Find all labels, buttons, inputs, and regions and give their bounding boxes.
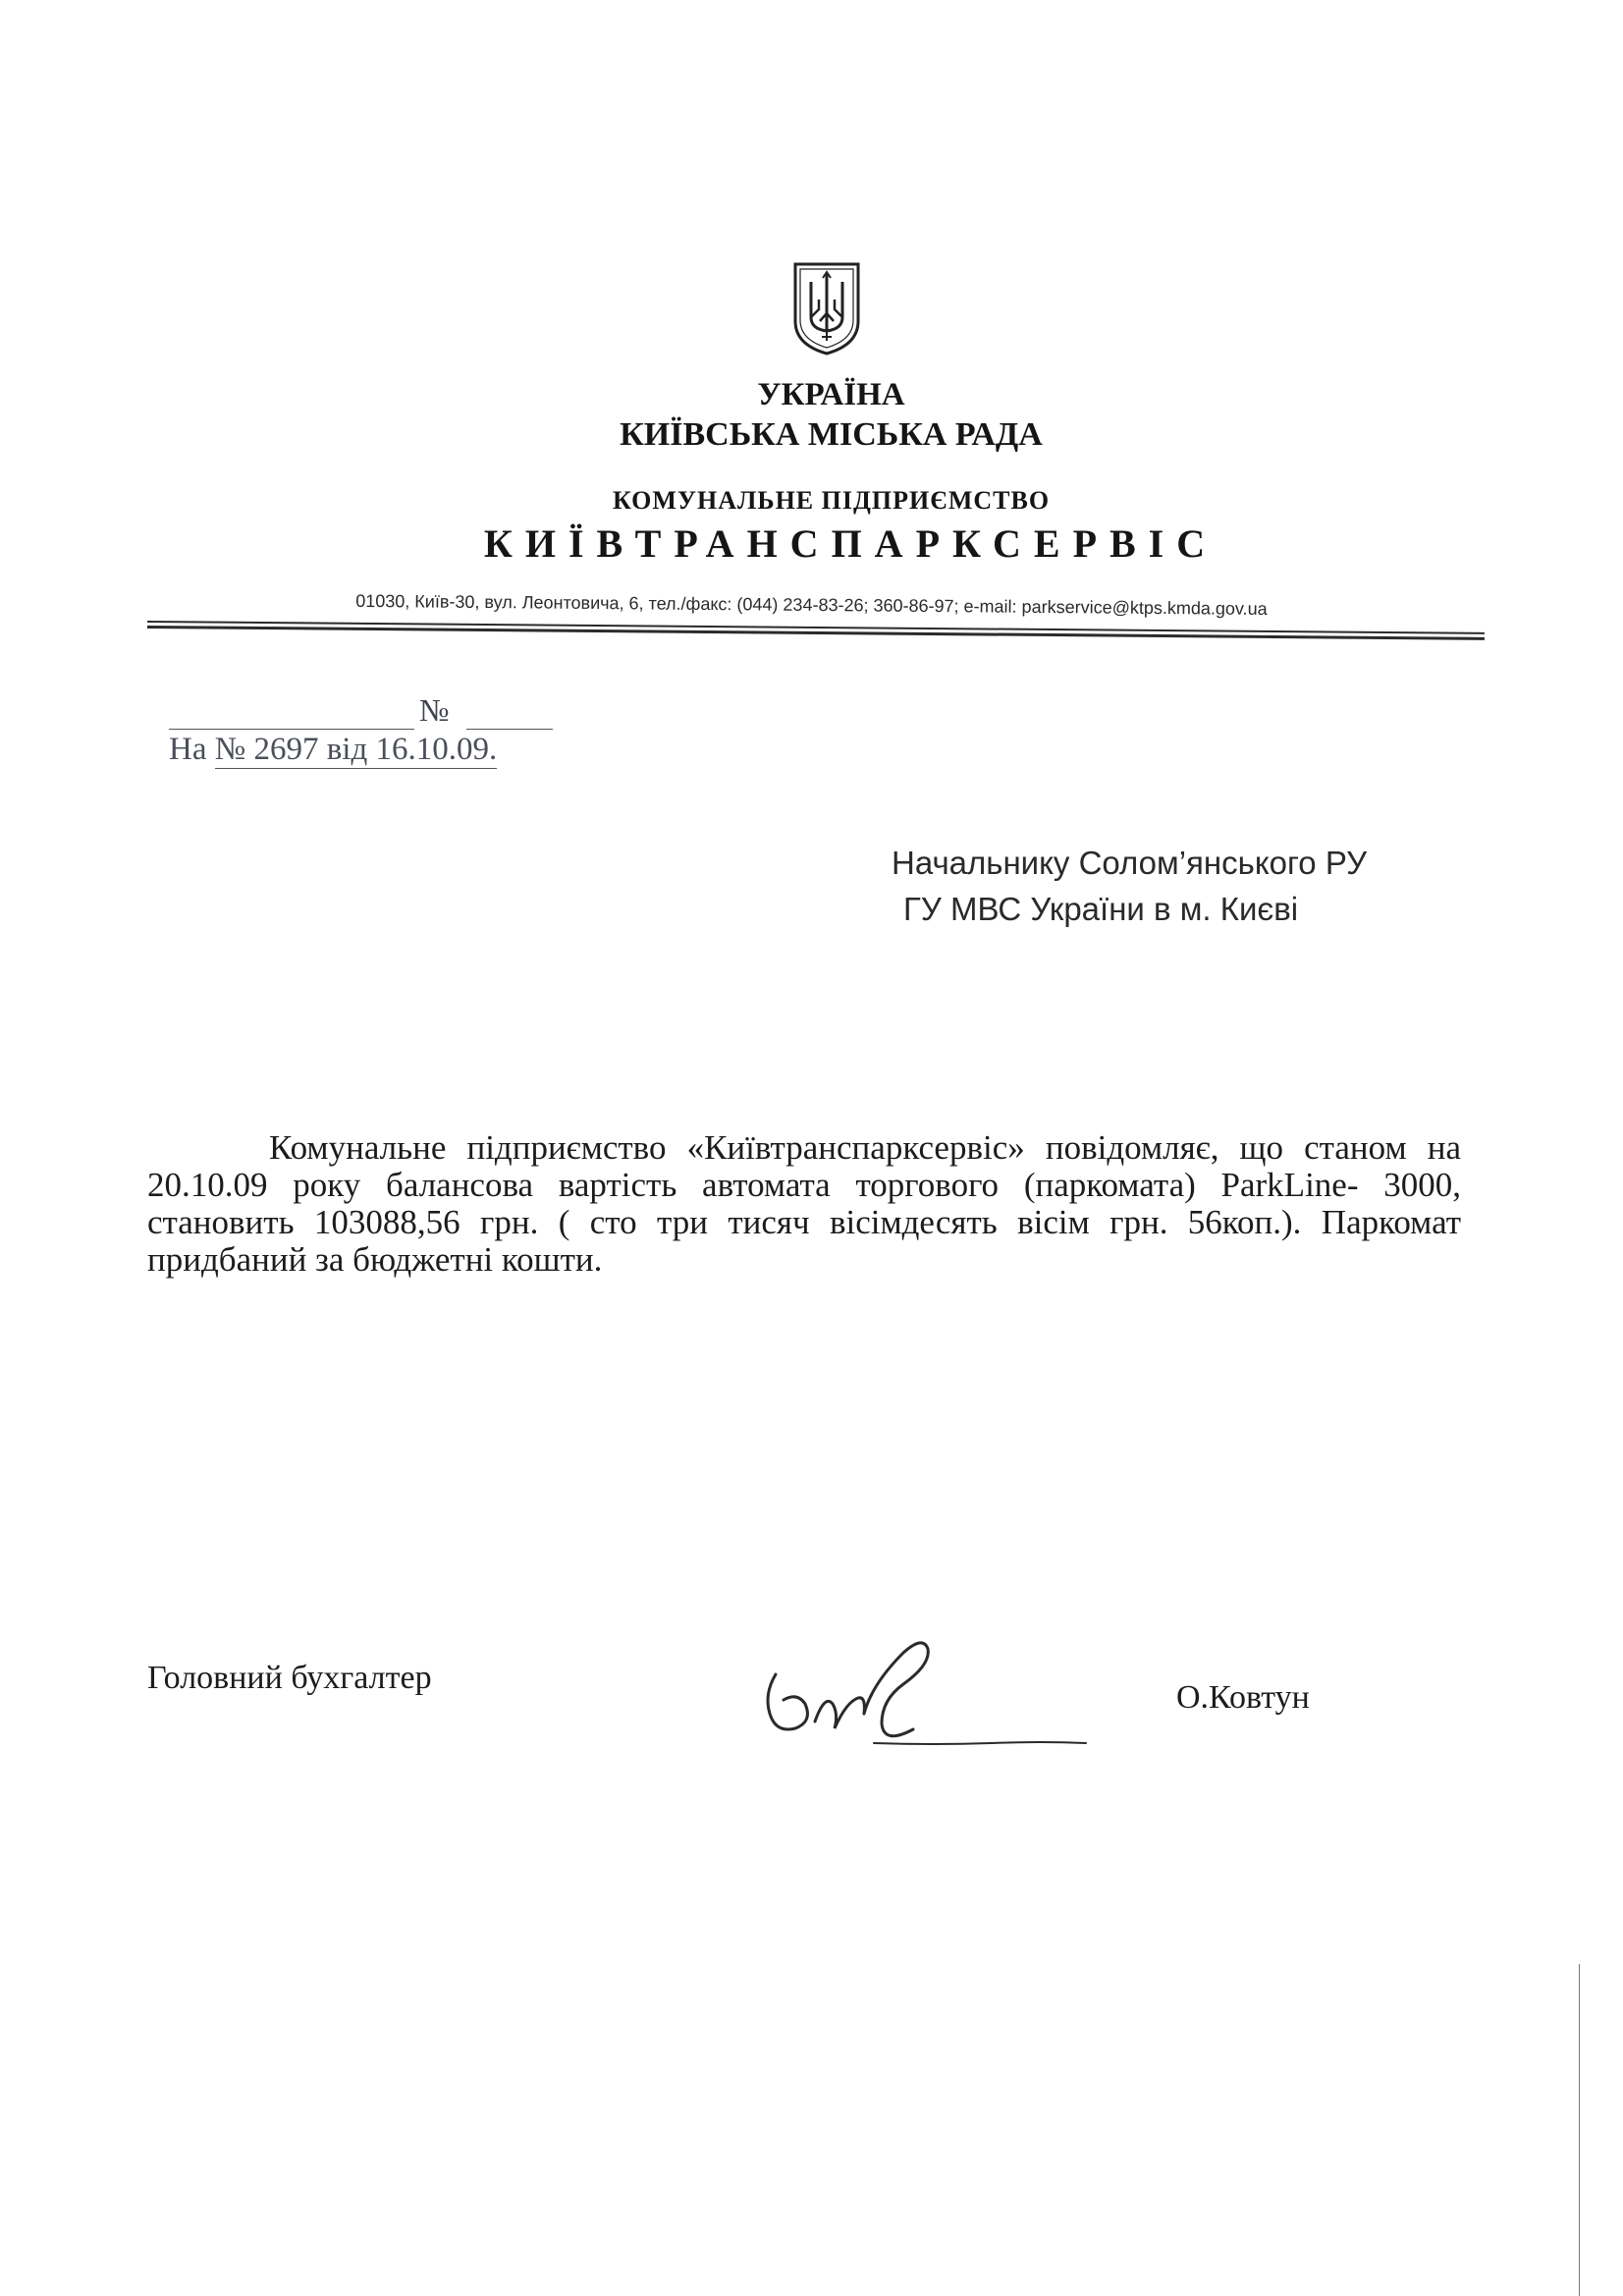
scan-margin-line bbox=[1579, 1964, 1580, 2296]
signatory-position: Головний бухгалтер bbox=[147, 1660, 432, 1696]
reply-reference bbox=[169, 732, 497, 768]
date-blank-line bbox=[169, 729, 414, 730]
addressee-block bbox=[892, 840, 1367, 932]
number-blank-line bbox=[466, 729, 553, 730]
reply-prefix: На bbox=[169, 732, 207, 767]
number-sign: № bbox=[419, 692, 450, 728]
addressee-line-2: ГУ МВС України в м. Києві bbox=[903, 891, 1299, 927]
body-paragraph: Комунальне підприємство «Київтранспарксервіс» повідомляє, що станом на 20.10.09 року балансова вартість автомата торгового (паркомата) ParkLine- 3000, становить 103088,56 грн. ( сто три тисяч вісімдесять вісім грн. 56коп.). Паркомат придбаний за бюджетні кошти. bbox=[147, 1128, 1461, 1279]
letterhead-council: КИЇВСЬКА МІСЬКА РАДА bbox=[620, 416, 1043, 453]
letterhead-enterprise-name: КИЇВТРАНСПАРКСЕРВІС bbox=[483, 521, 1218, 566]
trident-coat-of-arms-icon bbox=[791, 260, 862, 356]
outgoing-number-field bbox=[169, 692, 552, 732]
addressee-line-1: Начальнику Солом’янського РУ bbox=[892, 845, 1368, 881]
letterhead-country: УКРАЇНА bbox=[757, 377, 905, 412]
letterhead-address: 01030, Київ-30, вул. Леонтовича, 6, тел./факс: (044) 234-83-26; 360-86-97; e-mail: parkservice@ktps.kmda.gov.ua bbox=[355, 590, 1268, 619]
letterhead-enterprise-type: КОМУНАЛЬНЕ ПІДПРИЄМСТВО bbox=[612, 486, 1051, 515]
letter-body bbox=[147, 1129, 1461, 1279]
signatory-name: О.Ковтун bbox=[1176, 1679, 1310, 1716]
handwritten-signature bbox=[756, 1635, 1100, 1773]
reply-reference-number: № 2697 від 16.10.09. bbox=[214, 732, 498, 767]
